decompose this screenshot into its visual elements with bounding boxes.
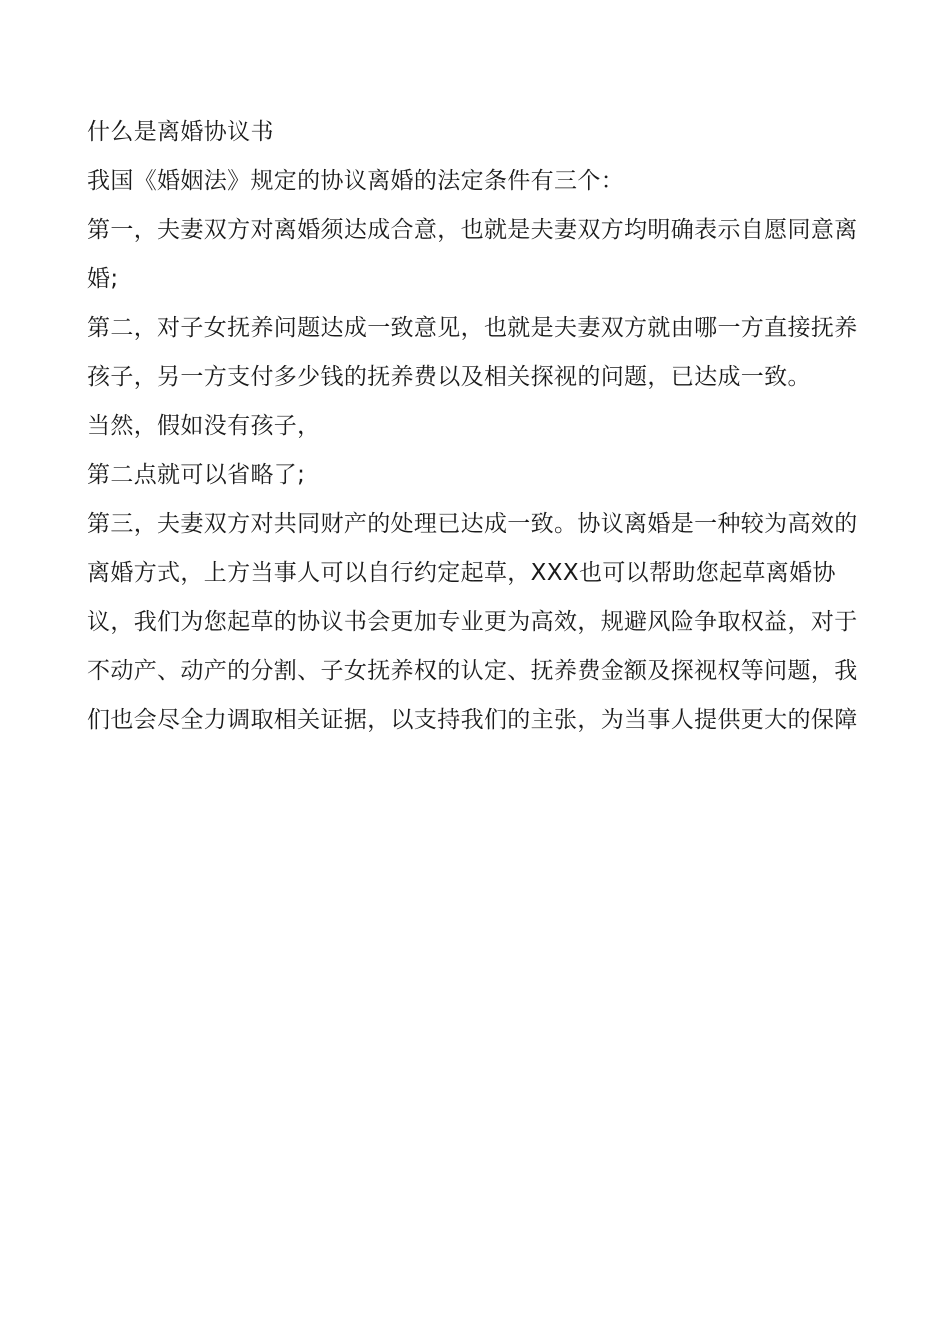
paragraph-note-no-children: 当然，假如没有孩子，: [87, 413, 321, 439]
paragraph-intro: 我国《婚姻法》规定的协议离婚的法定条件有三个：: [87, 168, 625, 194]
document-title: 什么是离婚协议书: [87, 119, 274, 145]
paragraph-note-omit: 第二点就可以省略了;: [87, 462, 306, 488]
paragraph-condition-3: 第三，夫妻双方对共同财产的处理已达成一致。协议离婚是一种较为高效的离婚方式，上方当事人可以自行约定起草，XXX也可以帮助您起草离婚协议，我们为您起草的协议书会更加专业更为高效，规避风险争取权益，对于不动产、动产的分割、子女抚养权的认定、抚养费金额及探视权等问题，我们也会尽全力调取相关证据，以支持我们的主张，为当事人提供更大的保障: [87, 511, 858, 733]
paragraph-condition-1: 第一，夫妻双方对离婚须达成合意，也就是夫妻双方均明确表示自愿同意离婚;: [87, 217, 858, 292]
paragraph-condition-2: 第二，对子女抚养问题达成一致意见，也就是夫妻双方就由哪一方直接抚养孩子，另一方支付多少钱的抚养费以及相关探视的问题，已达成一致。: [87, 315, 858, 390]
